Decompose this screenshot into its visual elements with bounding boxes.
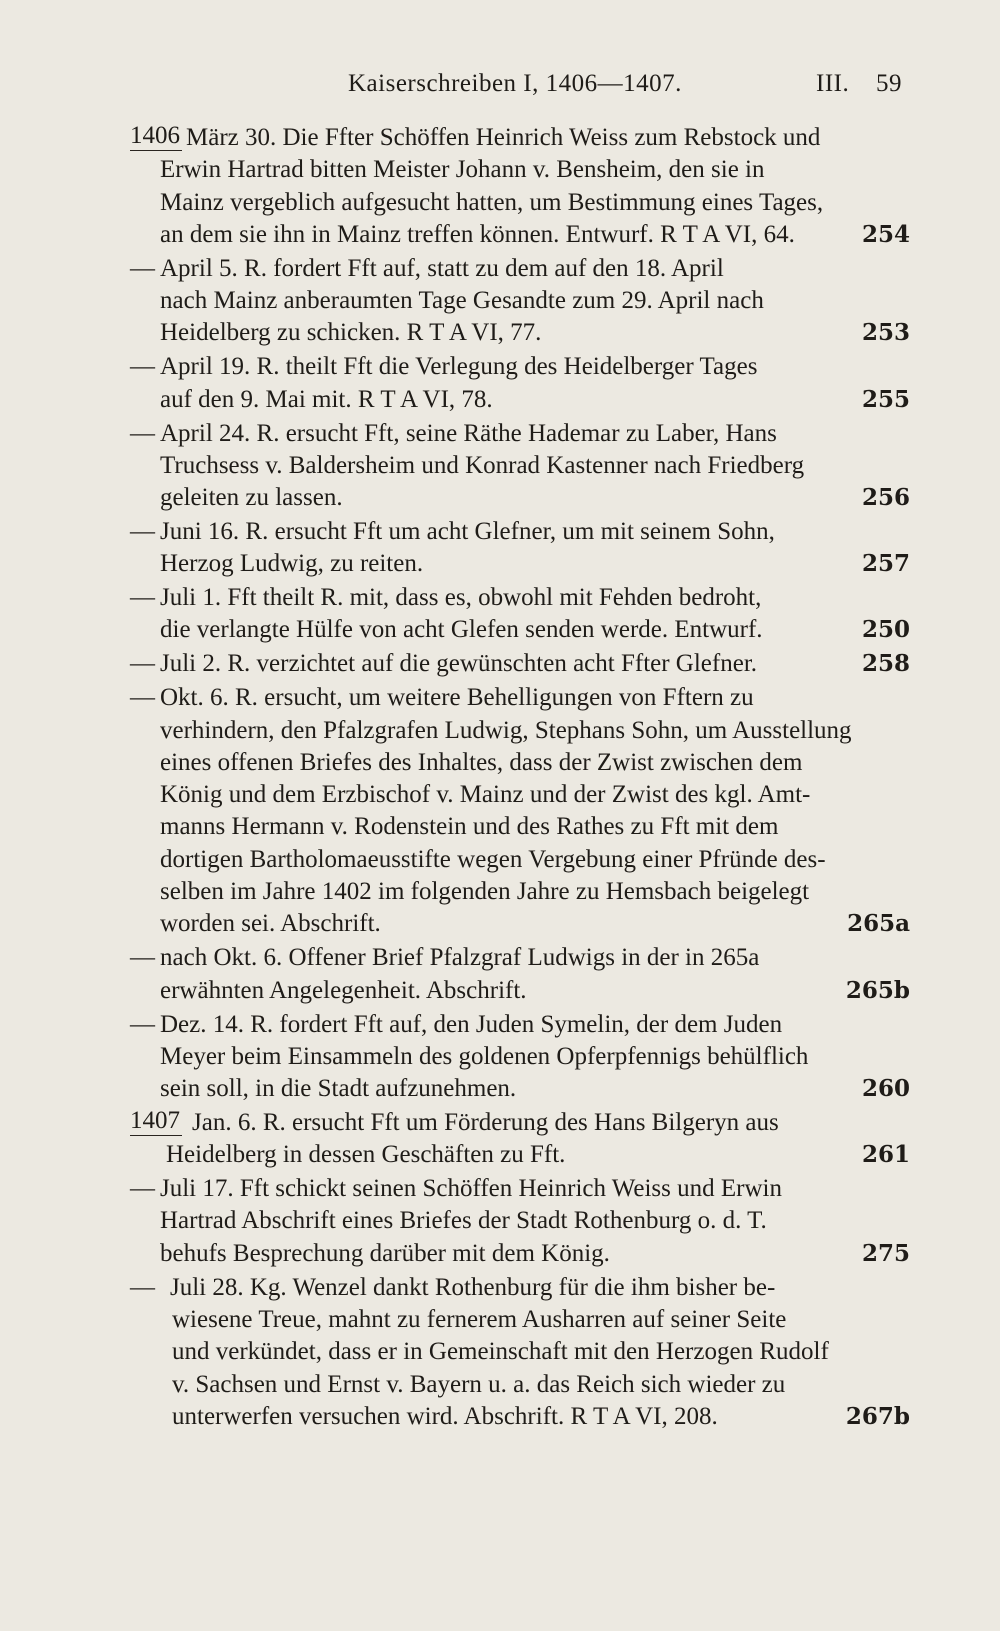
entry-line [130, 614, 910, 646]
entry-text: Juli 2. R. verzichtet auf die gewünschten acht Ffter Glefner. [160, 650, 758, 678]
regest-entry [130, 682, 910, 940]
entry-line [130, 351, 910, 383]
entry-text: Herzog Ludwig, zu reiten. [160, 550, 424, 578]
entry-text: Okt. 6. R. ersucht, um weitere Behelligungen von Fftern zu [160, 684, 754, 712]
entry-dash: — [130, 944, 155, 972]
entry-year: 1407 [130, 1107, 180, 1134]
entry-text: Heidelberg zu schicken. R T A VI, 77. [160, 319, 542, 347]
entry-number: 256 [861, 484, 910, 512]
entry-line [130, 715, 910, 747]
entry-line [130, 876, 910, 908]
entry-line [130, 1009, 910, 1041]
entry-text: geleiten zu lassen. [160, 484, 343, 512]
entry-line [130, 450, 910, 482]
entry-line [130, 219, 910, 251]
entry-text: wiesene Treue, mahnt zu fernerem Ausharren auf seiner Seite [172, 1305, 787, 1333]
entry-number: 265b [845, 976, 910, 1004]
entry-text: verhindern, den Pfalzgrafen Ludwig, Stephans Sohn, um Ausstellung [160, 716, 852, 744]
entry-line [130, 975, 910, 1007]
entry-text: dortigen Bartholomaeusstifte wegen Vergebung einer Pfründe des- [160, 845, 826, 873]
regest-entry [130, 1107, 910, 1172]
entry-line [130, 1139, 910, 1171]
entry-text: erwähnten Angelegenheit. Abschrift. [160, 976, 527, 1004]
entry-text: v. Sachsen und Ernst v. Bayern u. a. das Reich sich wieder zu [172, 1370, 786, 1398]
entry-dash: — [130, 518, 155, 545]
entry-text: Juli 28. Kg. Wenzel dankt Rothenburg für die ihm bisher be- [170, 1273, 776, 1301]
regest-entry [130, 1272, 910, 1433]
entry-dash: — [130, 1273, 155, 1301]
entry-line [130, 582, 910, 614]
entry-line [130, 908, 910, 940]
entry-text: worden sei. Abschrift. [160, 910, 381, 938]
entry-line [130, 154, 910, 186]
entry-text: Hartrad Abschrift eines Briefes der Stadt Rothenburg o. d. T. [160, 1207, 767, 1235]
entry-text: die verlangte Hülfe von acht Glefen senden werde. Entwurf. [160, 616, 763, 644]
entry-line [130, 1238, 910, 1270]
regest-entry [130, 1009, 910, 1106]
running-header [0, 66, 1000, 106]
entry-text: und verkündet, dass er in Gemeinschaft mit den Herzogen Rudolf [172, 1338, 829, 1366]
entry-number: 261 [861, 1141, 910, 1169]
entry-line [130, 1041, 910, 1073]
entry-text: behufs Besprechung darüber mit dem König. [160, 1239, 610, 1267]
entry-line [130, 1205, 910, 1237]
regest-entry [130, 582, 910, 647]
entry-text: April 24. R. ersucht Fft, seine Räthe Hademar zu Laber, Hans [160, 419, 777, 447]
entry-line [130, 187, 910, 219]
entry-number: 260 [861, 1075, 910, 1103]
entry-text: Heidelberg in dessen Geschäften zu Fft. [166, 1141, 566, 1169]
entry-dash: — [130, 584, 155, 612]
entry-dash: — [130, 254, 155, 282]
entry-line [130, 747, 910, 779]
entry-line [130, 1107, 910, 1139]
entry-line [130, 942, 910, 974]
entry-line [130, 1304, 910, 1336]
entry-line [130, 779, 910, 811]
entry-number: 275 [861, 1239, 910, 1267]
entry-number: 258 [861, 650, 910, 678]
entry-text: unterwerfen versuchen wird. Abschrift. R T A VI, 208. [172, 1402, 718, 1430]
entry-line [130, 1073, 910, 1105]
entry-line [130, 1336, 910, 1368]
entry-line [130, 285, 910, 317]
regest-entry [130, 122, 910, 251]
entry-line [130, 648, 910, 680]
entry-dash: — [130, 419, 155, 447]
header-section-number: III. [816, 70, 850, 97]
entry-text: März 30. Die Ffter Schöffen Heinrich Weiss zum Rebstock und [186, 124, 821, 151]
entry-line [130, 516, 910, 548]
entry-line [130, 548, 910, 580]
entry-text: April 5. R. fordert Fft auf, statt zu dem auf den 18. April [160, 254, 724, 282]
entry-text: Juli 1. Fft theilt R. mit, dass es, obwohl mit Fehden bedroht, [160, 584, 762, 612]
regest-entry [130, 351, 910, 416]
entry-text: Dez. 14. R. fordert Fft auf, den Juden Symelin, der dem Juden [160, 1010, 783, 1038]
entry-line [130, 122, 910, 154]
entry-dash: — [130, 650, 155, 678]
entry-text: König und dem Erzbischof v. Mainz und der Zwist des kgl. Amt- [160, 781, 811, 809]
entry-dash: — [130, 1175, 155, 1203]
entry-text: April 19. R. theilt Fft die Verlegung des Heidelberger Tages [160, 353, 758, 381]
entry-text: sein soll, in die Stadt aufzunehmen. [160, 1075, 517, 1103]
entry-text: selben im Jahre 1402 im folgenden Jahre zu Hemsbach beigelegt [160, 878, 810, 906]
entry-number: 250 [861, 616, 910, 644]
entry-number: 255 [861, 385, 910, 413]
entry-text: nach Okt. 6. Offener Brief Pfalzgraf Ludwigs in der in 265a [160, 944, 760, 972]
entry-text: Jan. 6. R. ersucht Fft um Förderung des Hans Bilgeryn aus [192, 1109, 779, 1136]
entry-text: nach Mainz anberaumten Tage Gesandte zum 29. April nach [160, 287, 764, 315]
entry-number: 257 [861, 550, 910, 578]
entry-line [130, 811, 910, 843]
entry-line [130, 1173, 910, 1205]
regest-entry [130, 648, 910, 680]
entry-text: an dem sie ihn in Mainz treffen können. Entwurf. R T A VI, 64. [160, 220, 795, 248]
regest-entry [130, 942, 910, 1007]
entry-line [130, 1401, 910, 1433]
entry-number: 265a [847, 910, 910, 938]
entry-number: 254 [861, 220, 910, 248]
page-number: 59 [876, 70, 902, 97]
entry-line [130, 844, 910, 876]
entry-line [130, 682, 910, 714]
regest-entry [130, 253, 910, 350]
entry-line [130, 253, 910, 285]
entry-text: Juli 17. Fft schickt seinen Schöffen Heinrich Weiss und Erwin [160, 1175, 782, 1203]
entry-line [130, 317, 910, 349]
entry-text: Truchsess v. Baldersheim und Konrad Kastenner nach Friedberg [160, 451, 805, 479]
regest-entry [130, 1173, 910, 1270]
entry-dash: — [130, 353, 155, 381]
entry-dash: — [130, 684, 155, 712]
header-title: Kaiserschreiben I, 1406—1407. [348, 70, 682, 97]
entry-text: Erwin Hartrad bitten Meister Johann v. Bensheim, den sie in [160, 156, 765, 184]
entry-text: auf den 9. Mai mit. R T A VI, 78. [160, 385, 493, 413]
entry-text: eines offenen Briefes des Inhaltes, dass der Zwist zwischen dem [160, 748, 803, 776]
entry-line [130, 1369, 910, 1401]
entry-line [130, 384, 910, 416]
entry-text: Meyer beim Einsammeln des goldenen Opferpfennigs behülflich [160, 1042, 809, 1070]
entry-text: Juni 16. R. ersucht Fft um acht Glefner, um mit seinem Sohn, [160, 518, 775, 545]
entry-text: Mainz vergeblich aufgesucht hatten, um Bestimmung eines Tages, [160, 188, 824, 216]
entry-line [130, 482, 910, 514]
entry-text: manns Hermann v. Rodenstein und des Rathes zu Fft mit dem [160, 813, 779, 841]
entry-dash: — [130, 1010, 155, 1038]
regest-entry [130, 516, 910, 581]
entry-line [130, 418, 910, 450]
entry-number: 253 [861, 319, 910, 347]
entry-year: 1406 [130, 122, 180, 149]
regest-entry [130, 418, 910, 515]
entry-number: 267b [845, 1402, 910, 1430]
entry-line [130, 1272, 910, 1304]
